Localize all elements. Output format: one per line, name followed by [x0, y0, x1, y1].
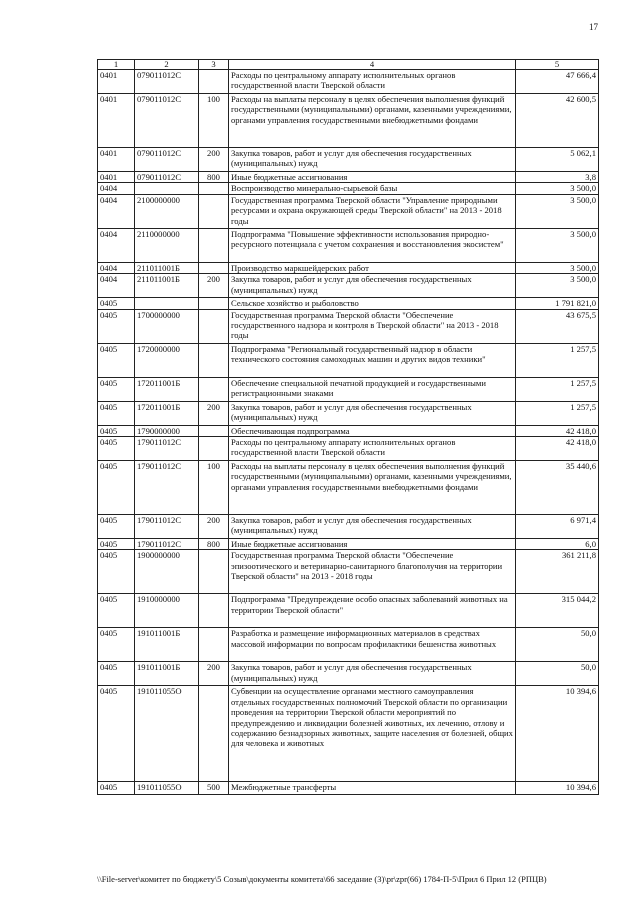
table-row — [98, 515, 599, 539]
table-row — [98, 437, 599, 461]
row-expense-type — [199, 309, 229, 343]
row-amount: 6,0 — [516, 539, 599, 550]
row-target-article: 1700000000 — [135, 309, 199, 343]
row-amount: 5 062,1 — [516, 148, 599, 172]
row-description: Государственная программа Тверской области "Обеспечение государственного надзора и контроля в Тверской области" на 2013 - 2018 годы — [229, 309, 516, 343]
row-expense-type: 500 — [199, 782, 229, 795]
row-section: 0405 — [98, 594, 135, 628]
row-amount: 3 500,0 — [516, 183, 599, 194]
row-target-article: 179011012С — [135, 515, 199, 539]
row-expense-type: 800 — [199, 539, 229, 550]
row-amount: 3,8 — [516, 172, 599, 183]
row-description: Расходы на выплаты персоналу в целях обеспечения выполнения функций государственными (муниципальными) органами, казенными учреждениями, органами управления государственными внебюджетными фондами — [229, 94, 516, 148]
table-row — [98, 594, 599, 628]
table-row — [98, 172, 599, 183]
table-row — [98, 377, 599, 401]
row-expense-type — [199, 425, 229, 436]
row-amount: 50,0 — [516, 628, 599, 662]
header-expense-type: 3 — [199, 60, 229, 70]
row-expense-type: 200 — [199, 662, 229, 686]
row-amount: 42 600,5 — [516, 94, 599, 148]
row-expense-type — [199, 228, 229, 262]
row-target-article: 079011012С — [135, 148, 199, 172]
row-expense-type: 200 — [199, 401, 229, 425]
row-expense-type — [199, 377, 229, 401]
row-target-article: 079011012С — [135, 94, 199, 148]
row-description: Закупка товаров, работ и услуг для обеспечения государственных (муниципальных) нужд — [229, 148, 516, 172]
row-expense-type — [199, 194, 229, 228]
row-section: 0405 — [98, 425, 135, 436]
row-section: 0401 — [98, 172, 135, 183]
row-amount: 6 971,4 — [516, 515, 599, 539]
table-row — [98, 70, 599, 94]
header-amount: 5 — [516, 60, 599, 70]
table-row — [98, 228, 599, 262]
row-section: 0401 — [98, 94, 135, 148]
row-description: Обеспечение специальной печатной продукцией и государственными регистрационными знаками — [229, 377, 516, 401]
row-description: Закупка товаров, работ и услуг для обеспечения государственных (муниципальных) нужд — [229, 515, 516, 539]
row-target-article: 079011012С — [135, 172, 199, 183]
row-description: Расходы на выплаты персоналу в целях обеспечения выполнения функций государственными (муниципальными) органами, казенными учреждениями, органами управления государственными внебюджетными фондами — [229, 461, 516, 515]
row-description: Расходы по центральному аппарату исполнительных органов государственной власти Тверской области — [229, 437, 516, 461]
row-amount: 50,0 — [516, 662, 599, 686]
row-section: 0401 — [98, 70, 135, 94]
table-body — [98, 70, 599, 795]
row-section: 0405 — [98, 662, 135, 686]
row-amount: 3 500,0 — [516, 262, 599, 273]
header-section: 1 — [98, 60, 135, 70]
table-row — [98, 539, 599, 550]
row-expense-type — [199, 298, 229, 309]
table-row — [98, 183, 599, 194]
row-target-article: 211011001Б — [135, 274, 199, 298]
table-row — [98, 309, 599, 343]
row-description: Государственная программа Тверской области "Управление природными ресурсами и охрана окружающей среды Тверской области" на 2013 - 2018 годы — [229, 194, 516, 228]
row-section: 0405 — [98, 782, 135, 795]
row-description: Подпрограмма "Региональный государственный надзор в области технического состояния самоходных машин и других видов техники" — [229, 343, 516, 377]
row-target-article: 172011001Б — [135, 401, 199, 425]
budget-table — [97, 59, 599, 795]
row-target-article: 179011012С — [135, 437, 199, 461]
row-description: Иные бюджетные ассигнования — [229, 172, 516, 183]
table-row — [98, 94, 599, 148]
row-expense-type — [199, 262, 229, 273]
row-target-article: 179011012С — [135, 461, 199, 515]
row-amount: 42 418,0 — [516, 425, 599, 436]
row-amount: 3 500,0 — [516, 274, 599, 298]
row-expense-type: 100 — [199, 461, 229, 515]
row-description: Воспроизводство минерально-сырьевой базы — [229, 183, 516, 194]
table-row — [98, 550, 599, 594]
row-amount: 315 044,2 — [516, 594, 599, 628]
file-path-footer: \\File-server\комитет по бюджету\5 Созыв\документы комитета\66 заседание (3)\pr\zpr(66) 1784-П-5\Прил 6 Прил 12 (РПЦВ) — [97, 874, 547, 884]
row-target-article: 1910000000 — [135, 594, 199, 628]
row-description: Государственная программа Тверской области "Обеспечение эпизоотического и ветеринарно-санитарного благополучия на территории Тверской области" на 2013 - 2018 годы — [229, 550, 516, 594]
row-description: Закупка товаров, работ и услуг для обеспечения государственных (муниципальных) нужд — [229, 274, 516, 298]
row-expense-type — [199, 343, 229, 377]
table-row — [98, 298, 599, 309]
row-amount: 42 418,0 — [516, 437, 599, 461]
row-target-article — [135, 183, 199, 194]
row-section: 0405 — [98, 377, 135, 401]
row-expense-type: 800 — [199, 172, 229, 183]
row-target-article: 1790000000 — [135, 425, 199, 436]
row-expense-type — [199, 594, 229, 628]
row-expense-type — [199, 183, 229, 194]
table-row — [98, 274, 599, 298]
row-target-article: 1900000000 — [135, 550, 199, 594]
row-description: Иные бюджетные ассигнования — [229, 539, 516, 550]
row-expense-type — [199, 628, 229, 662]
table-row — [98, 662, 599, 686]
row-target-article: 179011012С — [135, 539, 199, 550]
row-description: Межбюджетные трансферты — [229, 782, 516, 795]
row-expense-type: 200 — [199, 274, 229, 298]
row-section: 0404 — [98, 274, 135, 298]
row-expense-type — [199, 70, 229, 94]
table-row — [98, 628, 599, 662]
row-description: Сельское хозяйство и рыболовство — [229, 298, 516, 309]
row-section: 0404 — [98, 262, 135, 273]
row-section: 0405 — [98, 686, 135, 782]
row-target-article: 1720000000 — [135, 343, 199, 377]
row-target-article: 191011055О — [135, 686, 199, 782]
table-row — [98, 262, 599, 273]
row-amount: 1 257,5 — [516, 377, 599, 401]
row-description: Закупка товаров, работ и услуг для обеспечения государственных (муниципальных) нужд — [229, 662, 516, 686]
row-target-article: 172011001Б — [135, 377, 199, 401]
row-expense-type — [199, 686, 229, 782]
row-section: 0404 — [98, 194, 135, 228]
table-row — [98, 148, 599, 172]
table-row — [98, 461, 599, 515]
row-section: 0404 — [98, 183, 135, 194]
header-target-article: 2 — [135, 60, 199, 70]
row-amount: 3 500,0 — [516, 194, 599, 228]
row-section: 0405 — [98, 515, 135, 539]
header-description: 4 — [229, 60, 516, 70]
row-description: Подпрограмма "Предупреждение особо опасных заболеваний животных на территории Тверской области" — [229, 594, 516, 628]
row-section: 0405 — [98, 401, 135, 425]
row-amount: 1 257,5 — [516, 343, 599, 377]
row-description: Закупка товаров, работ и услуг для обеспечения государственных (муниципальных) нужд — [229, 401, 516, 425]
row-section: 0405 — [98, 550, 135, 594]
row-section: 0401 — [98, 148, 135, 172]
row-amount: 10 394,6 — [516, 782, 599, 795]
row-expense-type: 200 — [199, 515, 229, 539]
row-target-article: 211011001Б — [135, 262, 199, 273]
row-expense-type: 100 — [199, 94, 229, 148]
row-amount: 1 791 821,0 — [516, 298, 599, 309]
row-section: 0405 — [98, 628, 135, 662]
table-row — [98, 194, 599, 228]
table-row — [98, 401, 599, 425]
row-amount: 35 440,6 — [516, 461, 599, 515]
row-target-article: 2100000000 — [135, 194, 199, 228]
table-row — [98, 343, 599, 377]
table-row — [98, 425, 599, 436]
row-expense-type — [199, 550, 229, 594]
table-header-row — [98, 60, 599, 70]
row-section: 0405 — [98, 309, 135, 343]
row-amount: 47 666,4 — [516, 70, 599, 94]
row-expense-type — [199, 437, 229, 461]
table-row — [98, 782, 599, 795]
row-description: Подпрограмма "Повышение эффективности использования природно-ресурсного потенциала с учетом сохранения и восстановления экосистем" — [229, 228, 516, 262]
row-amount: 3 500,0 — [516, 228, 599, 262]
row-target-article — [135, 298, 199, 309]
row-section: 0405 — [98, 461, 135, 515]
row-target-article: 079011012С — [135, 70, 199, 94]
row-description: Расходы по центральному аппарату исполнительных органов государственной власти Тверской области — [229, 70, 516, 94]
row-amount: 10 394,6 — [516, 686, 599, 782]
row-description: Разработка и размещение информационных материалов в средствах массовой информации по вопросам профилактики бешенства животных — [229, 628, 516, 662]
row-section: 0405 — [98, 437, 135, 461]
row-target-article: 191011001Б — [135, 628, 199, 662]
page-number: 17 — [589, 22, 598, 32]
row-amount: 43 675,5 — [516, 309, 599, 343]
row-target-article: 191011055О — [135, 782, 199, 795]
row-section: 0404 — [98, 228, 135, 262]
row-description: Обеспечивающая подпрограмма — [229, 425, 516, 436]
row-target-article: 191011001Б — [135, 662, 199, 686]
table-row — [98, 686, 599, 782]
row-section: 0405 — [98, 539, 135, 550]
row-target-article: 2110000000 — [135, 228, 199, 262]
row-description: Производство маркшейдерских работ — [229, 262, 516, 273]
row-section: 0405 — [98, 343, 135, 377]
row-expense-type: 200 — [199, 148, 229, 172]
row-amount: 361 211,8 — [516, 550, 599, 594]
row-description: Субвенции на осуществление органами местного самоуправления отдельных государственных полномочий Тверской области по организации проведения на территории Тверской области мероприятий по предупреждению и ликвидации болезней животных, их лечению, отлову и содержанию безнадзорных животных, защите населения от болезней, общих для человека и животных — [229, 686, 516, 782]
row-amount: 1 257,5 — [516, 401, 599, 425]
row-section: 0405 — [98, 298, 135, 309]
